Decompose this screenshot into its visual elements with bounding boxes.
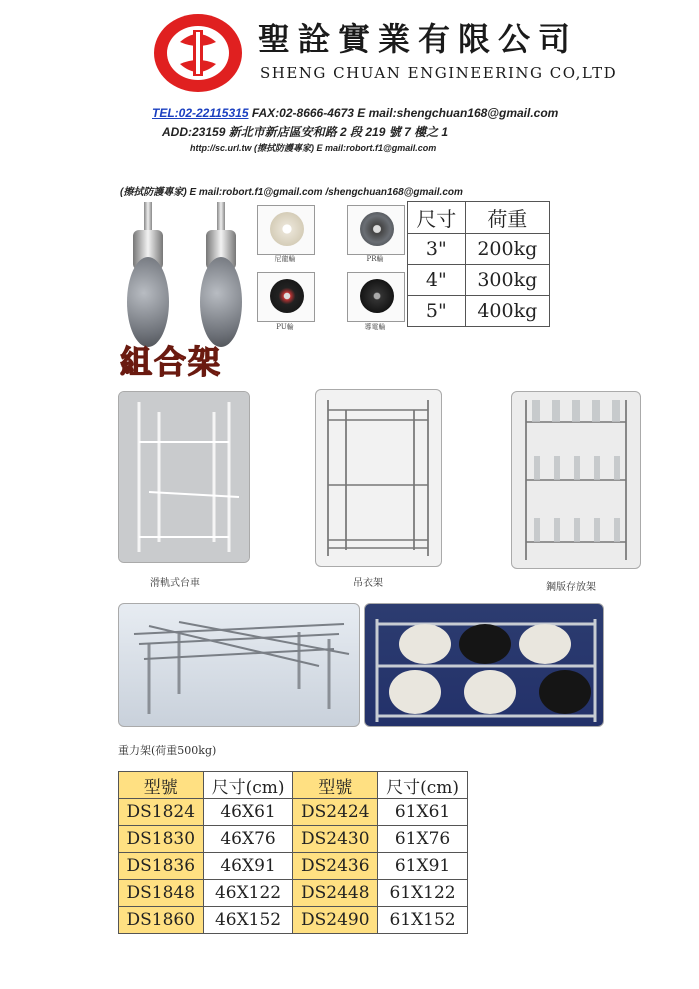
load-cell: 300kg — [465, 265, 549, 296]
model-cell: DS2448 — [293, 880, 378, 907]
table-row — [119, 826, 468, 853]
size-cell: 61X122 — [378, 880, 468, 907]
caster-swivel — [198, 202, 244, 352]
load-cell: 400kg — [465, 296, 549, 327]
sub-contact-line: (擦拭防護專家) E mail:robort.f1@gmail.com /shengchuan168@gmail.com — [120, 187, 463, 198]
model-cell: DS2424 — [293, 799, 378, 826]
header-cell: 荷重 — [465, 202, 549, 234]
header-cell: 型號 — [293, 772, 378, 799]
header-cell: 型號 — [119, 772, 204, 799]
product-caption: 吊衣架 — [353, 578, 383, 589]
banner-title: 組合架 — [120, 343, 223, 381]
heavy-rack-caption: 重力架(荷重500kg) — [118, 744, 217, 757]
tel-link[interactable]: TEL:02-22115315 — [152, 106, 249, 120]
wheel-caption: 尼龍輪 — [274, 255, 296, 263]
model-cell: DS2490 — [293, 907, 378, 934]
reel-storage-rack-image — [364, 603, 604, 727]
size-cell: 3" — [408, 234, 466, 265]
product-caption: 滑軌式台車 — [150, 578, 200, 589]
header-cell: 尺寸(cm) — [378, 772, 468, 799]
header-cell: 尺寸(cm) — [203, 772, 293, 799]
size-cell: 46X122 — [203, 880, 293, 907]
table-row — [119, 880, 468, 907]
size-cell: 61X61 — [378, 799, 468, 826]
model-cell: DS1860 — [119, 907, 204, 934]
nylon-wheel-image — [257, 205, 315, 255]
table-row — [119, 853, 468, 880]
table-row — [408, 265, 550, 296]
table-row — [119, 907, 468, 934]
size-cell: 46X91 — [203, 853, 293, 880]
pu-wheel-image — [257, 272, 315, 322]
steel-plate-rack-image — [511, 391, 641, 569]
table-row — [119, 799, 468, 826]
table-row — [408, 234, 550, 265]
table-row — [408, 296, 550, 327]
company-name-cn: 聖詮實業有限公司 — [258, 20, 579, 58]
garment-rack-image — [315, 389, 442, 567]
caster-load-table — [407, 201, 550, 327]
size-cell: 46X152 — [203, 907, 293, 934]
dunnage-rack-image — [118, 603, 360, 727]
wheel-caption: PU輪 — [276, 323, 294, 331]
model-cell: DS1848 — [119, 880, 204, 907]
model-cell: DS2430 — [293, 826, 378, 853]
wheel-caption: PR輪 — [366, 255, 384, 263]
caster-with-brake — [125, 202, 171, 352]
size-cell: 4" — [408, 265, 466, 296]
wheel-caption: 導電輪 — [364, 323, 386, 331]
load-cell: 200kg — [465, 234, 549, 265]
size-cell: 61X76 — [378, 826, 468, 853]
sliding-cart-image — [118, 391, 250, 563]
header-cell: 尺寸 — [408, 202, 466, 234]
table-header-row — [119, 772, 468, 799]
conductive-wheel-image — [347, 272, 405, 322]
size-cell: 46X76 — [203, 826, 293, 853]
size-cell: 61X91 — [378, 853, 468, 880]
model-cell: DS1830 — [119, 826, 204, 853]
product-caption: 鋼版存放架 — [546, 582, 596, 593]
address-line: ADD:23159 新北市新店區安和路 2 段 219 號 7 樓之 1 — [162, 125, 449, 139]
model-cell: DS2436 — [293, 853, 378, 880]
model-cell: DS1836 — [119, 853, 204, 880]
fax-email: FAX:02-8666-4673 E mail:shengchuan168@gmail.com — [248, 106, 559, 120]
dimension-table — [118, 771, 468, 934]
size-cell: 61X152 — [378, 907, 468, 934]
company-logo — [152, 12, 244, 94]
section-banner — [118, 341, 226, 381]
pr-wheel-image — [347, 205, 405, 255]
company-name-en: SHENG CHUAN ENGINEERING CO,LTD — [260, 64, 618, 82]
contact-line — [152, 106, 558, 120]
table-header-row — [408, 202, 550, 234]
web-line: http://sc.url.tw (擦拭防護專家) E mail:robort.f1@gmail.com — [190, 143, 437, 153]
model-cell: DS1824 — [119, 799, 204, 826]
size-cell: 5" — [408, 296, 466, 327]
size-cell: 46X61 — [203, 799, 293, 826]
